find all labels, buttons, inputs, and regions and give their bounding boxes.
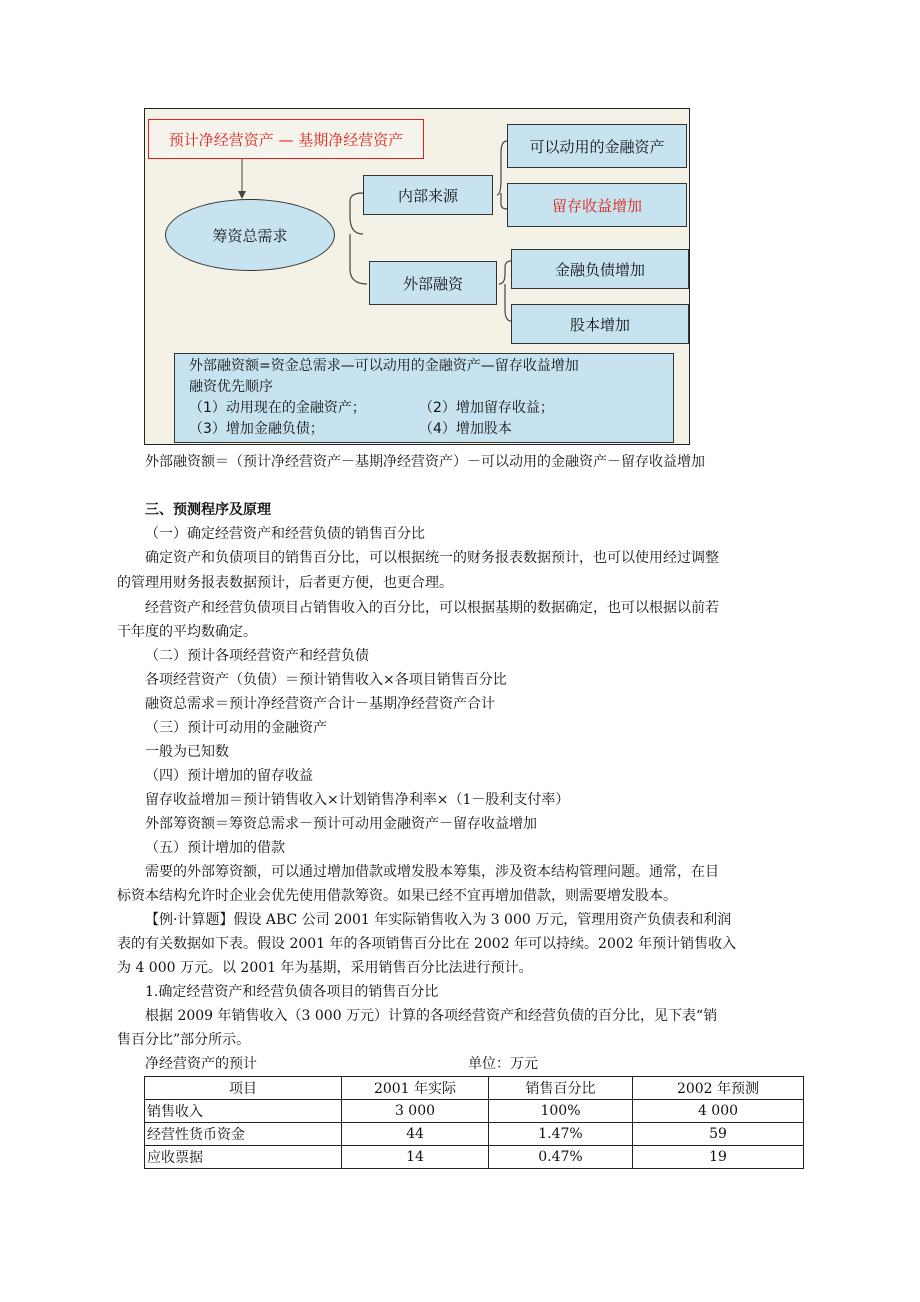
table-row — [145, 1100, 804, 1123]
subsection-3-title: （三）预计可动用的金融资产 — [145, 720, 327, 736]
note-line-1: 外部融资额=资金总需求—可以动用的金融资产—留存收益增加 — [189, 358, 579, 374]
section-heading: 三、预测程序及原理 — [145, 502, 271, 518]
top-label-box: 预计净经营资产 — 基期净经营资产 — [148, 119, 424, 159]
header-percent: 销售百分比 — [489, 1077, 633, 1100]
priority-4: （4）增加股本 — [419, 421, 512, 437]
subsection-1-title: （一）确定经营资产和经营负债的销售百分比 — [145, 526, 425, 542]
s1-paragraph-1a: 确定资产和负债项目的销售百分比，可以根据统一的财务报表数据预计，也可以使用经过调整 — [145, 550, 719, 566]
total-need-ellipse: 筹资总需求 — [165, 199, 335, 271]
internal-source-box: 内部来源 — [363, 175, 493, 215]
priority-3: （3）增加金融负债； — [189, 421, 324, 437]
s5-paragraph-a: 需要的外部筹资额，可以通过增加借款或增发股本筹集，涉及资本结构管理问题。通常，在目 — [145, 864, 719, 880]
subsection-5-title: （五）预计增加的借款 — [145, 840, 285, 856]
row-percent: 100% — [489, 1100, 633, 1123]
s2-line-1: 各项经营资产（负债）＝预计销售收入×各项目销售百分比 — [145, 672, 507, 688]
formula-line: 外部融资额＝（预计净经营资产－基期净经营资产）－可以动用的金融资产－留存收益增加 — [145, 454, 705, 470]
s5-paragraph-b: 标资本结构允许时企业会优先使用借款筹资。如果已经不宜再增加借款，则需要增发股本。 — [117, 888, 677, 904]
s1-paragraph-2a: 经营资产和经营负债项目占销售收入的百分比，可以根据基期的数据确定，也可以根据以前若 — [145, 600, 719, 616]
header-2001: 2001 年实际 — [342, 1077, 489, 1100]
subsection-4-title: （四）预计增加的留存收益 — [145, 768, 313, 784]
financial-liability-box: 金融负债增加 — [511, 249, 689, 289]
retained-earnings-box: 留存收益增加 — [507, 183, 687, 227]
financing-note-box — [174, 353, 674, 443]
table-caption: 净经营资产的预计 — [145, 1056, 257, 1072]
financial-assets-box: 可以动用的金融资产 — [507, 124, 687, 168]
external-financing-box: 外部融资 — [369, 261, 497, 305]
note-priority-row-1 — [189, 398, 673, 419]
header-2002: 2002 年预测 — [633, 1077, 804, 1100]
row-2002: 59 — [633, 1123, 804, 1146]
row-label: 销售收入 — [145, 1100, 342, 1123]
s4-line-2: 外部筹资额＝筹资总需求－预计可动用金融资产－留存收益增加 — [145, 816, 537, 832]
row-2002: 19 — [633, 1146, 804, 1169]
s1-paragraph-2b: 干年度的平均数确定。 — [117, 624, 257, 640]
priority-2: （2）增加留存收益； — [419, 400, 554, 416]
row-2001: 44 — [342, 1123, 489, 1146]
net-operating-assets-table — [144, 1076, 804, 1169]
note-priority-row-2 — [189, 419, 673, 440]
s2-line-2: 融资总需求＝预计净经营资产合计－基期净经营资产合计 — [145, 696, 495, 712]
table-row — [145, 1146, 804, 1169]
row-2001: 3 000 — [342, 1100, 489, 1123]
s1-paragraph-1b: 的管理用财务报表数据预计，后者更方便，也更合理。 — [117, 575, 453, 591]
row-percent: 1.47% — [489, 1123, 633, 1146]
table-row — [145, 1123, 804, 1146]
flow-diagram — [144, 108, 690, 445]
note-line-2: 融资优先顺序 — [189, 379, 273, 395]
table-header-row — [145, 1077, 804, 1100]
s3-line-1: 一般为已知数 — [145, 744, 229, 760]
priority-1: （1）动用现在的金融资产； — [189, 400, 366, 416]
subsection-2-title: （二）预计各项经营资产和经营负债 — [145, 648, 369, 664]
example-line-b: 表的有关数据如下表。假设 2001 年的各项销售百分比在 2002 年可以持续。2002 年预计销售收入 — [117, 936, 737, 952]
step-1-line-a: 根据 2009 年销售收入（3 000 万元）计算的各项经营资产和经营负债的百分比，见下表“销 — [145, 1008, 718, 1024]
row-label: 经营性货币资金 — [145, 1123, 342, 1146]
table-unit: 单位：万元 — [468, 1056, 538, 1072]
row-percent: 0.47% — [489, 1146, 633, 1169]
step-1-title: 1.确定经营资产和经营负债各项目的销售百分比 — [145, 984, 439, 1000]
example-line-c: 为 4 000 万元。以 2001 年为基期，采用销售百分比法进行预计。 — [117, 960, 533, 976]
header-item: 项目 — [145, 1077, 342, 1100]
step-1-line-b: 售百分比”部分所示。 — [117, 1032, 251, 1048]
s4-line-1: 留存收益增加＝预计销售收入×计划销售净利率×（1－股利支付率） — [145, 792, 570, 808]
equity-increase-box: 股本增加 — [511, 304, 689, 344]
row-label: 应收票据 — [145, 1146, 342, 1169]
row-2002: 4 000 — [633, 1100, 804, 1123]
example-line-a: 【例·计算题】假设 ABC 公司 2001 年实际销售收入为 3 000 万元，管理用资产负债表和利润 — [145, 912, 732, 928]
row-2001: 14 — [342, 1146, 489, 1169]
